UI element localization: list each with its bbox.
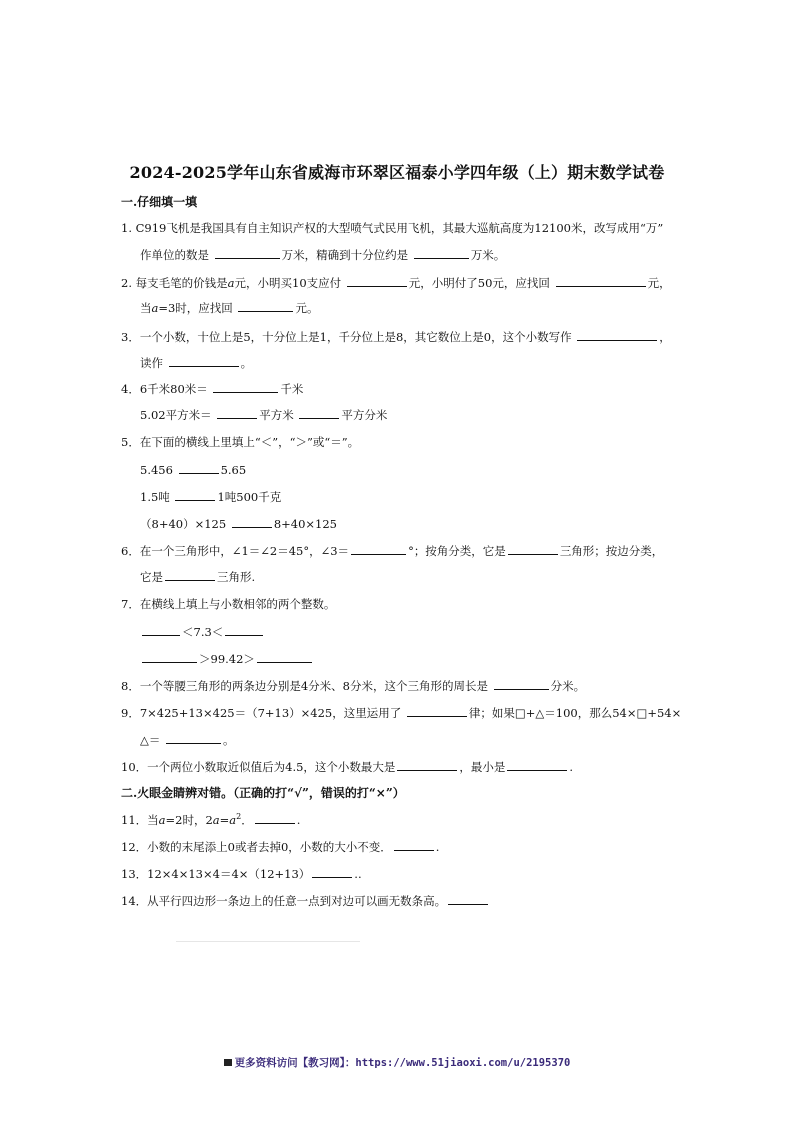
q6-text: °；按角分类，它是	[408, 544, 506, 558]
q2-text: 2. 每支毛笔的价钱是	[121, 276, 228, 290]
q3-line1	[121, 328, 671, 345]
q9-text: 9．7×425+13×425＝（7+13）×425，这里运用了	[121, 706, 405, 720]
q2-blank-2[interactable]	[556, 274, 646, 287]
q1-line2	[140, 246, 505, 263]
q5-blank-2[interactable]	[175, 488, 215, 501]
q6-text: 三角形；按边分类，	[559, 544, 664, 558]
q11-text: =	[219, 813, 230, 827]
q11-line1	[121, 811, 300, 828]
q5-line1: 5．在下面的横线上里填上“＜”，“＞”或“＝”。	[121, 435, 360, 449]
footer	[0, 1055, 794, 1070]
exam-title: 2024-2025学年山东省威海市环翠区福泰小学四年级（上）期末数学试卷	[129, 163, 665, 182]
q10-blank-2[interactable]	[507, 758, 567, 771]
q5-line2	[140, 461, 246, 477]
q5-blank-1[interactable]	[179, 461, 219, 474]
q6-blank-3[interactable]	[165, 568, 215, 581]
q13-blank-1[interactable]	[312, 865, 352, 878]
q9-text: △＝	[140, 733, 164, 747]
q5-blank-3[interactable]	[232, 515, 272, 528]
q8-blank-1[interactable]	[494, 677, 549, 690]
q5-text: （8+40）×125	[140, 517, 230, 531]
q4-blank-2[interactable]	[217, 406, 257, 419]
q10-line1	[121, 758, 573, 775]
q11-text: =2时，2	[165, 813, 213, 827]
q12-blank-1[interactable]	[394, 838, 434, 851]
q2-text: 元，小明付了50元，应找回	[408, 276, 554, 290]
q1-text: 万米。	[470, 248, 506, 262]
q2-text: 当	[140, 301, 152, 315]
q3-line2	[140, 354, 252, 371]
q10-blank-1[interactable]	[397, 758, 457, 771]
q6-line1	[121, 542, 663, 559]
q6-text: 三角形.	[217, 570, 256, 584]
q4-text: 千米	[280, 382, 304, 396]
q11-text: ．	[241, 813, 253, 827]
divider	[176, 941, 360, 942]
q2-variable: a	[151, 301, 159, 315]
q4-blank-3[interactable]	[299, 406, 339, 419]
q14-text: 14．从平行四边形一条边上的任意一点到对边可以画无数条高。	[121, 894, 447, 908]
q5-line3	[140, 488, 281, 505]
q3-text: 。	[240, 356, 253, 370]
q1-line1: 1. C919飞机是我国具有自主知识产权的大型喷气式民用飞机，其最大巡航高度为12100米，改写成用“万”	[121, 221, 664, 235]
q8-text: 分米。	[550, 679, 586, 693]
q7-blank-2[interactable]	[225, 623, 263, 636]
q6-blank-2[interactable]	[508, 542, 558, 555]
q5-text: 8+40×125	[273, 517, 337, 531]
q1-blank-1[interactable]	[215, 246, 280, 259]
q6-text: 6．在一个三角形中，∠1＝∠2＝45°，∠3＝	[121, 544, 350, 558]
q11-text: .	[296, 813, 301, 827]
q7-line1: 7．在横线上填上与小数相邻的两个整数。	[121, 597, 336, 611]
q5-text: 1吨500千克	[217, 490, 282, 504]
q13-text: 13．12×4×13×4＝4×（12+13）	[121, 867, 311, 881]
q14-line1	[121, 892, 490, 909]
q6-line2	[140, 568, 255, 585]
q6-text: 它是	[140, 570, 163, 584]
q11-variable: a	[158, 813, 166, 827]
q14-blank-1[interactable]	[448, 892, 488, 905]
q2-blank-3[interactable]	[238, 299, 293, 312]
q13-text: ..	[354, 867, 362, 881]
q4-line1	[121, 380, 303, 397]
q6-blank-1[interactable]	[351, 542, 406, 555]
q7-blank-1[interactable]	[142, 623, 180, 636]
q9-blank-2[interactable]	[166, 731, 221, 744]
q4-text: 平方分米	[341, 408, 388, 422]
q13-line1	[121, 865, 362, 882]
q1-blank-2[interactable]	[414, 246, 469, 259]
q2-text: 元，小明买10支应付	[234, 276, 345, 290]
q9-blank-1[interactable]	[407, 704, 467, 717]
q3-text: 3．一个小数，十位上是5，十分位上是1，千分位上是8，其它数位上是0，这个小数写作	[121, 330, 576, 344]
footer-link[interactable]: 更多资料访问【教习网】：https://www.51jiaoxi.com/u/2195370	[234, 1057, 571, 1069]
q2-line2	[140, 299, 318, 316]
q12-text: .	[435, 840, 440, 854]
q11-blank-1[interactable]	[255, 811, 295, 824]
q10-text: ，最小是	[459, 760, 506, 774]
section-heading-true-false: 二.火眼金睛辨对错。（正确的打“√”，错误的打“×”）	[121, 786, 405, 800]
q5-text: 5.65	[220, 463, 247, 477]
q11-variable: a	[212, 813, 220, 827]
q2-blank-1[interactable]	[347, 274, 407, 287]
q5-line4	[140, 515, 337, 532]
q1-text: 万米，精确到十分位约是	[281, 248, 412, 262]
q2-text: 元。	[295, 301, 319, 315]
q2-text: =3时，应找回	[158, 301, 237, 315]
q9-line1	[121, 704, 681, 721]
q3-blank-2[interactable]	[169, 354, 239, 367]
q2-text: 元，	[647, 276, 671, 290]
q12-text: 12．小数的末尾添上0或者去掉0，小数的大小不变．	[121, 840, 392, 854]
q4-line2	[140, 406, 387, 423]
q7-blank-3[interactable]	[142, 650, 197, 663]
q5-text: 5.456	[140, 463, 177, 477]
q7-text: ＜7.3＜	[182, 625, 224, 639]
q9-text: 。	[223, 733, 235, 747]
q4-blank-1[interactable]	[213, 380, 278, 393]
q8-line1	[121, 677, 585, 694]
q3-text: 读作	[140, 356, 167, 370]
q10-text: 10．一个两位小数取近似值后为4.5，这个小数最大是	[121, 760, 396, 774]
q2-line1	[121, 274, 671, 291]
q10-text: .	[569, 760, 574, 774]
q7-line3	[140, 650, 314, 667]
q4-text: 4．6千米80米＝	[121, 382, 212, 396]
q7-blank-4[interactable]	[257, 650, 312, 663]
q11-text: 11．当	[121, 813, 159, 827]
q9-line2	[140, 731, 235, 748]
q11-exponent: 2	[236, 812, 242, 822]
q7-text: ＞99.42＞	[199, 652, 255, 666]
q3-text: ，	[659, 330, 671, 344]
q1-text: 作单位的数是	[140, 248, 213, 262]
section-heading-fill-in: 一.仔细填一填	[121, 195, 198, 209]
q4-text: 5.02平方米＝	[140, 408, 216, 422]
q12-line1	[121, 838, 439, 855]
q11-variable: a	[229, 813, 237, 827]
q8-text: 8．一个等腰三角形的两条边分别是4分米、8分米，这个三角形的周长是	[121, 679, 492, 693]
q7-line2	[140, 623, 265, 640]
q2-variable: a	[227, 276, 235, 290]
q3-blank-1[interactable]	[577, 328, 657, 341]
q5-text: 1.5吨	[140, 490, 174, 504]
q4-text: 平方米	[259, 408, 298, 422]
flag-icon	[224, 1059, 232, 1066]
q9-text: 律；如果□+△＝100，那么54×□+54×	[468, 706, 682, 720]
